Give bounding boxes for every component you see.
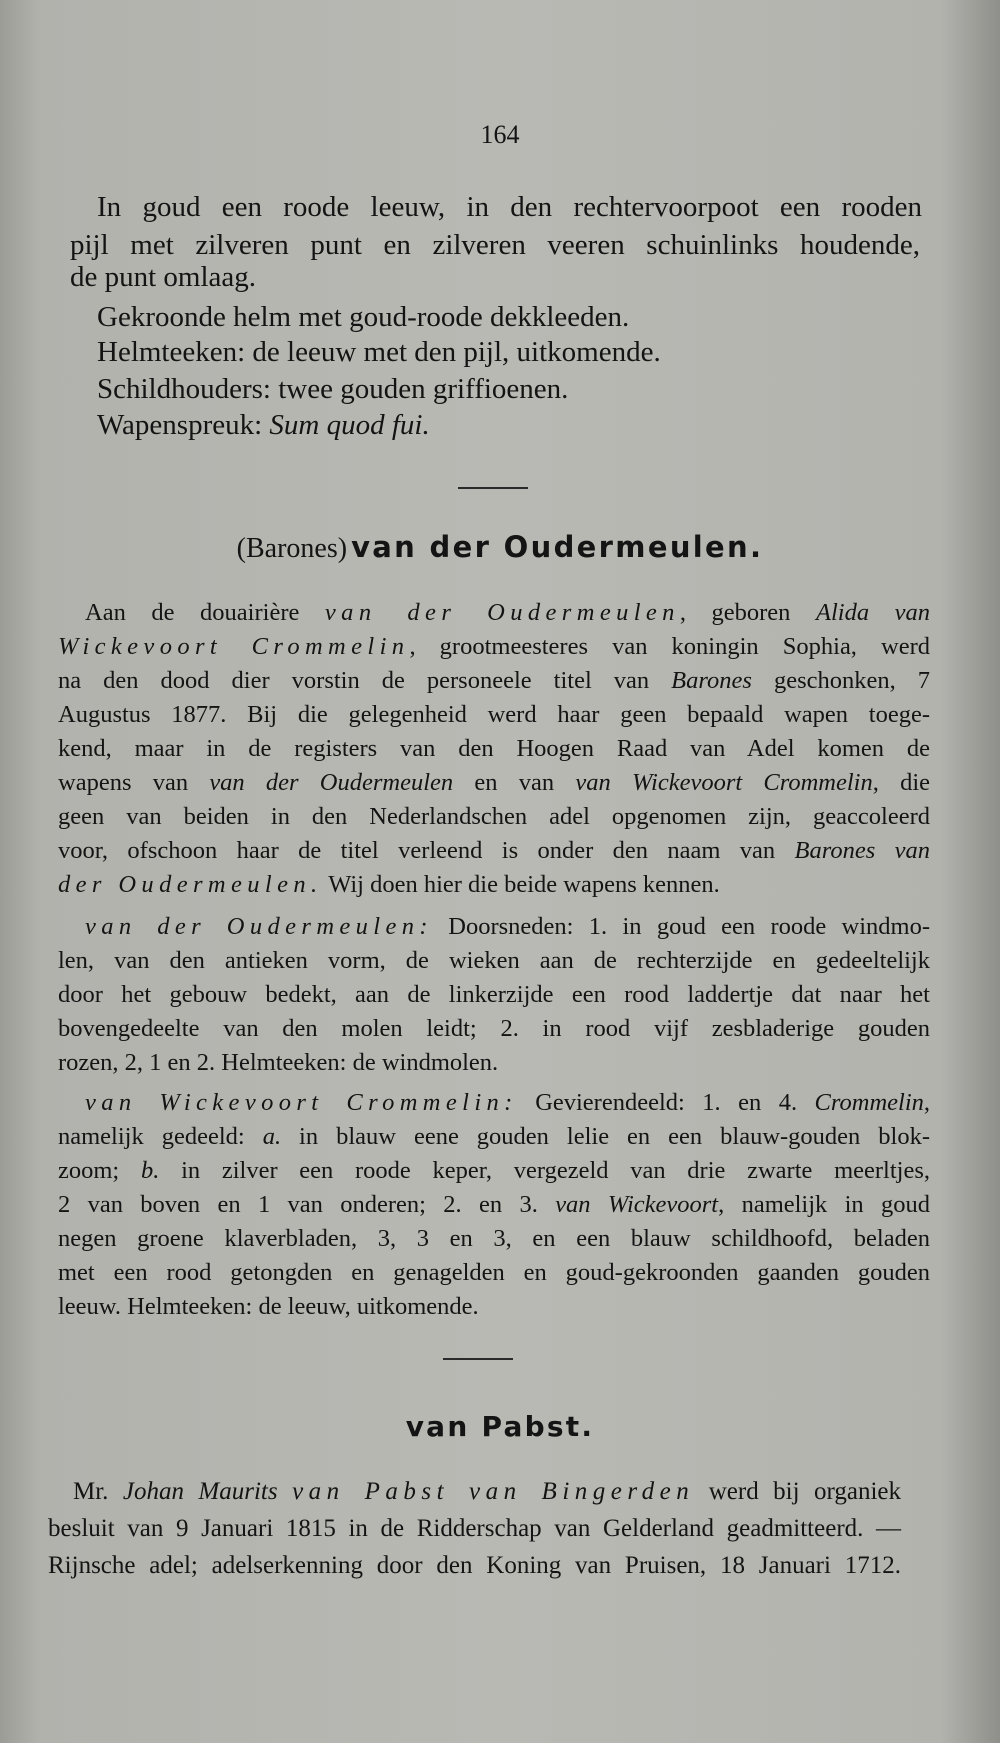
- motto-line: [97, 408, 430, 442]
- text-line: Gekroonde helm met goud-roode dekkleeden.: [97, 301, 630, 333]
- text-line: zoom; b. in zilver een roode keper, vergezeld van drie zwarte meerltjes,: [58, 1157, 931, 1184]
- text-line: In goud een roode leeuw, in den rechtervoorpoot een rooden: [97, 191, 922, 223]
- section-heading-oudermeulen: [0, 530, 1000, 565]
- text-line: namelijk gedeeld: a. in blauw eene gouden lelie en een blauw-gouden blok-: [58, 1123, 931, 1150]
- text-line: voor, ofschoon haar de titel verleend is onder den naam van Barones van: [58, 837, 931, 864]
- text-line: van der Oudermeulen: Doorsneden: 1. in goud een roode windmo-: [85, 913, 931, 940]
- text-line: Rijnsche adel; adelserkenning door den Koning van Pruisen, 18 Januari 1712.: [48, 1552, 901, 1579]
- text-line: rozen, 2, 1 en 2. Helmteeken: de windmolen.: [58, 1049, 499, 1076]
- text-line: 2 van boven en 1 van onderen; 2. en 3. van Wickevoort, namelijk in goud: [58, 1191, 931, 1218]
- text-line: van Wickevoort Crommelin: Gevierendeeld: 1. en 4. Crommelin,: [85, 1089, 930, 1116]
- page-number: 164: [480, 120, 520, 149]
- text-line: wapens van van der Oudermeulen en van van Wickevoort Crommelin, die: [58, 769, 931, 796]
- text-line: met een rood getongden en genagelden en goud-gekroonden gaanden gouden: [58, 1259, 930, 1286]
- text-line: len, van den antieken vorm, de wieken aan de rechterzijde en gedeeltelijk: [58, 947, 930, 974]
- motto-text: Sum quod fui.: [269, 409, 430, 441]
- heading-prefix: (Barones): [236, 533, 348, 564]
- text-line: Helmteeken: de leeuw met den pijl, uitkomende.: [97, 336, 661, 368]
- section-divider: [443, 1358, 513, 1360]
- text-line: de punt omlaag.: [70, 261, 257, 293]
- section-divider: [458, 487, 528, 489]
- text-line: Aan de douairière van der Oudermeulen, geboren Alida van: [85, 599, 930, 626]
- motto-label: Wapenspreuk:: [97, 409, 263, 441]
- text-line: Schildhouders: twee gouden griffioenen.: [97, 373, 569, 405]
- text-line: Wickevoort Crommelin, grootmeesteres van koningin Sophia, werd: [58, 633, 931, 660]
- text-line: door het gebouw bedekt, aan de linkerzijde een rood laddertje dat naar het: [58, 981, 930, 1008]
- text-line: besluit van 9 Januari 1815 in de Ridderschap van Gelderland geadmitteerd. —: [48, 1515, 901, 1542]
- text-line: negen groene klaverbladen, 3, 3 en 3, en een blauw schildhoofd, beladen: [58, 1225, 930, 1252]
- heading-name: van der Oudermeulen.: [351, 530, 764, 564]
- heading-name: van Pabst.: [405, 1410, 595, 1443]
- text-line: leeuw. Helmteeken: de leeuw, uitkomende.: [58, 1293, 479, 1320]
- text-line: geen van beiden in den Nederlandschen adel opgenomen zijn, geaccoleerd: [58, 803, 930, 830]
- text-line: kend, maar in de registers van den Hoogen Raad van Adel komen de: [58, 735, 930, 762]
- text-line: Augustus 1877. Bij die gelegenheid werd haar geen bepaald wapen toege-: [58, 701, 930, 728]
- text-line: na den dood dier vorstin de personeele titel van Barones geschonken, 7: [58, 667, 931, 694]
- text-line: bovengedeelte van den molen leidt; 2. in rood vijf zesbladerige gouden: [58, 1015, 930, 1042]
- text-line: der Oudermeulen. Wij doen hier die beide wapens kennen.: [58, 871, 720, 898]
- section-heading-pabst: [0, 1410, 1000, 1443]
- text-line: Mr. Johan Maurits van Pabst van Bingerden werd bij organiek: [73, 1478, 902, 1505]
- text-line: pijl met zilveren punt en zilveren veeren schuinlinks houdende,: [70, 229, 920, 261]
